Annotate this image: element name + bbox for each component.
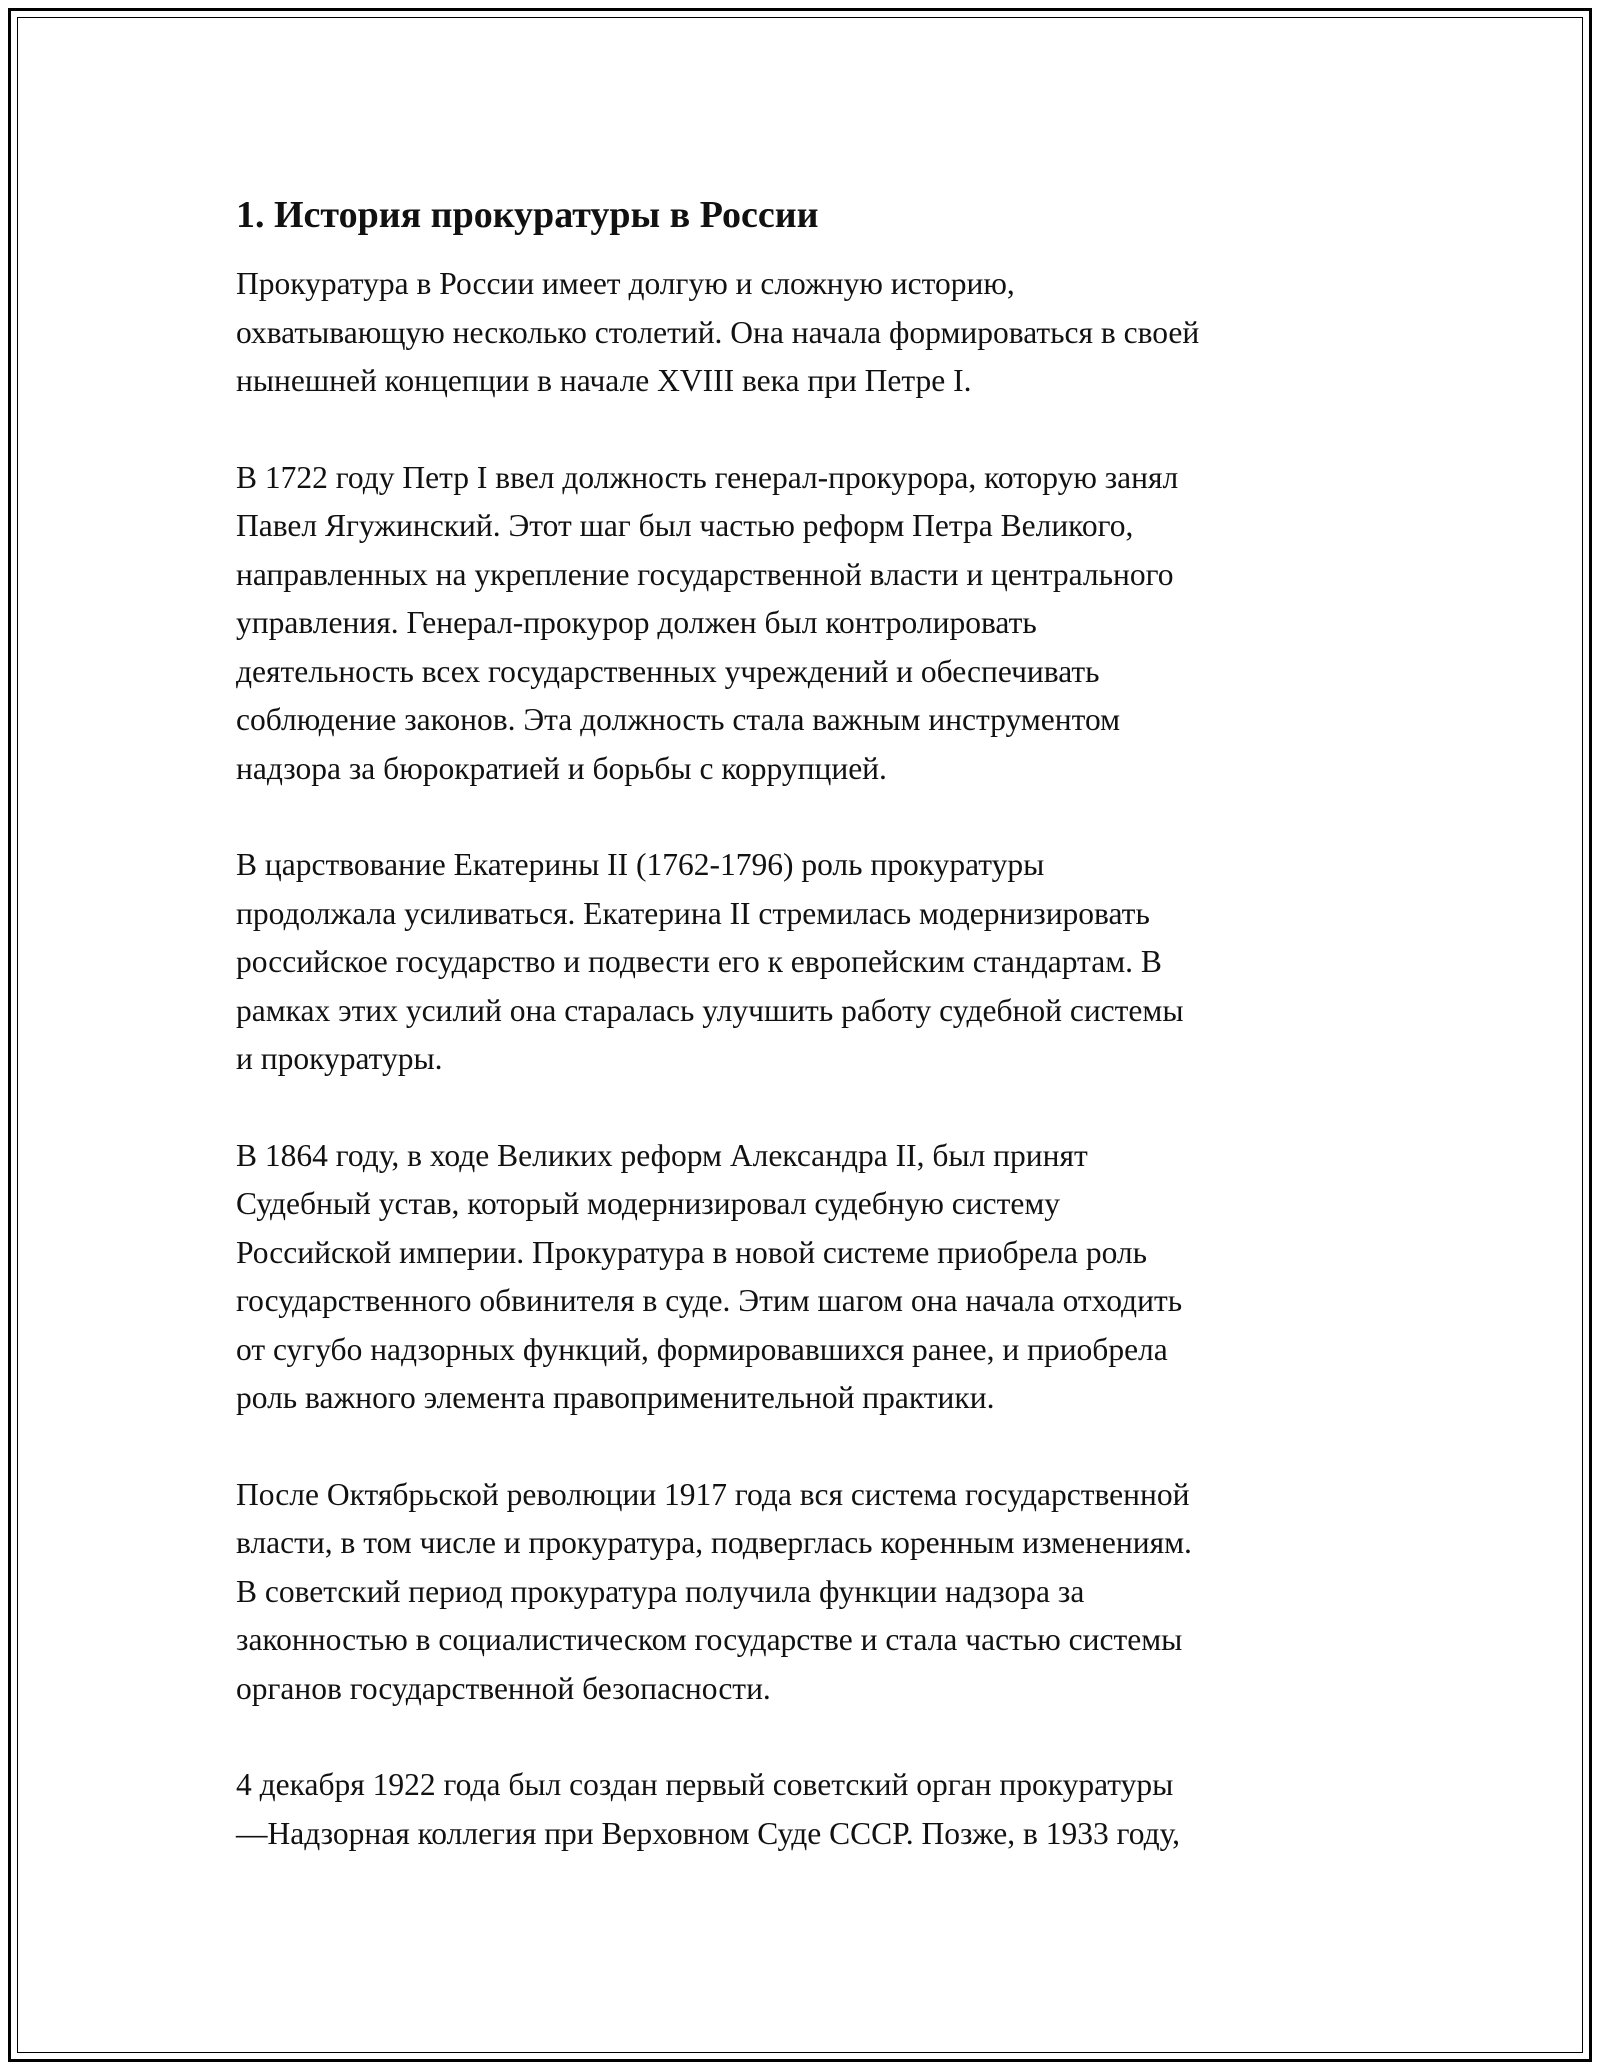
paragraph-line: государственного обвинителя в суде. Этим шагом она начала отходить: [236, 1283, 1183, 1318]
paragraph-line: соблюдение законов. Эта должность стала важным инструментом: [236, 702, 1121, 737]
paragraph-line: В 1864 году, в ходе Великих реформ Александра II, был принят: [236, 1137, 1088, 1173]
paragraph-line: российское государство и подвести его к европейским стандартам. В: [236, 944, 1162, 979]
body-paragraph: [236, 1471, 1376, 1714]
paragraph-list: [236, 260, 1376, 1858]
body-paragraph: [236, 1132, 1376, 1423]
paragraph-line: 4 декабря 1922 года был создан первый советский орган прокуратуры: [236, 1767, 1174, 1802]
paragraph-line: власти, в том числе и прокуратура, подверглась коренным изменениям.: [236, 1525, 1192, 1560]
paragraph-line: от сугубо надзорных функций, формировавшихся ранее, и приобрела: [236, 1331, 1168, 1367]
paragraph-line: В 1722 году Петр I ввел должность генерал-прокурора, которую занял: [236, 459, 1179, 495]
paragraph-line: Прокуратура в России имеет долгую и сложную историю,: [236, 266, 1015, 301]
paragraph-line: органов государственной безопасности.: [236, 1670, 771, 1706]
paragraph-line: В царствование Екатерины II (1762-1796) роль прокуратуры: [236, 847, 1045, 882]
paragraph-line: деятельность всех государственных учреждений и обеспечивать: [236, 653, 1100, 689]
document-body: [236, 184, 1376, 1906]
paragraph-line: роль важного элемента правоприменительной практики.: [236, 1380, 995, 1415]
paragraph-line: После Октябрьской революции 1917 года вся система государственной: [236, 1476, 1190, 1512]
paragraph-line: продолжала усиливаться. Екатерина II стремилась модернизировать: [236, 895, 1150, 931]
paragraph-line: В советский период прокуратура получила функции надзора за: [236, 1573, 1085, 1609]
paragraph-line: нынешней концепции в начале XVIII века при Петре I.: [236, 363, 972, 398]
paragraph-line: законностью в социалистическом государстве и стала частью системы: [236, 1622, 1183, 1657]
paragraph-line: Судебный устав, который модернизировал судебную систему: [236, 1186, 1061, 1221]
section-heading: 1. История прокуратуры в России: [236, 194, 819, 236]
paragraph-line: направленных на укрепление государственной власти и центрального: [236, 556, 1174, 592]
paragraph-line: и прокуратуры.: [236, 1041, 443, 1076]
paragraph-line: рамках этих усилий она старалась улучшить работу судебной системы: [236, 992, 1184, 1028]
paragraph-line: управления. Генерал-прокурор должен был контролировать: [236, 605, 1037, 640]
paragraph-line: Российской империи. Прокуратура в новой системе приобрела роль: [236, 1234, 1148, 1270]
paragraph-line: надзора за бюрократией и борьбы с коррупцией.: [236, 750, 887, 786]
body-paragraph: [236, 1761, 1376, 1858]
paragraph-line: охватывающую несколько столетий. Она начала формироваться в своей: [236, 314, 1200, 350]
body-paragraph: [236, 260, 1376, 406]
paragraph-line: Павел Ягужинский. Этот шаг был частью реформ Петра Великого,: [236, 508, 1134, 543]
paragraph-line: —Надзорная коллегия при Верховном Суде СССР. Позже, в 1933 году,: [236, 1815, 1181, 1851]
body-paragraph: [236, 454, 1376, 794]
body-paragraph: [236, 841, 1376, 1084]
